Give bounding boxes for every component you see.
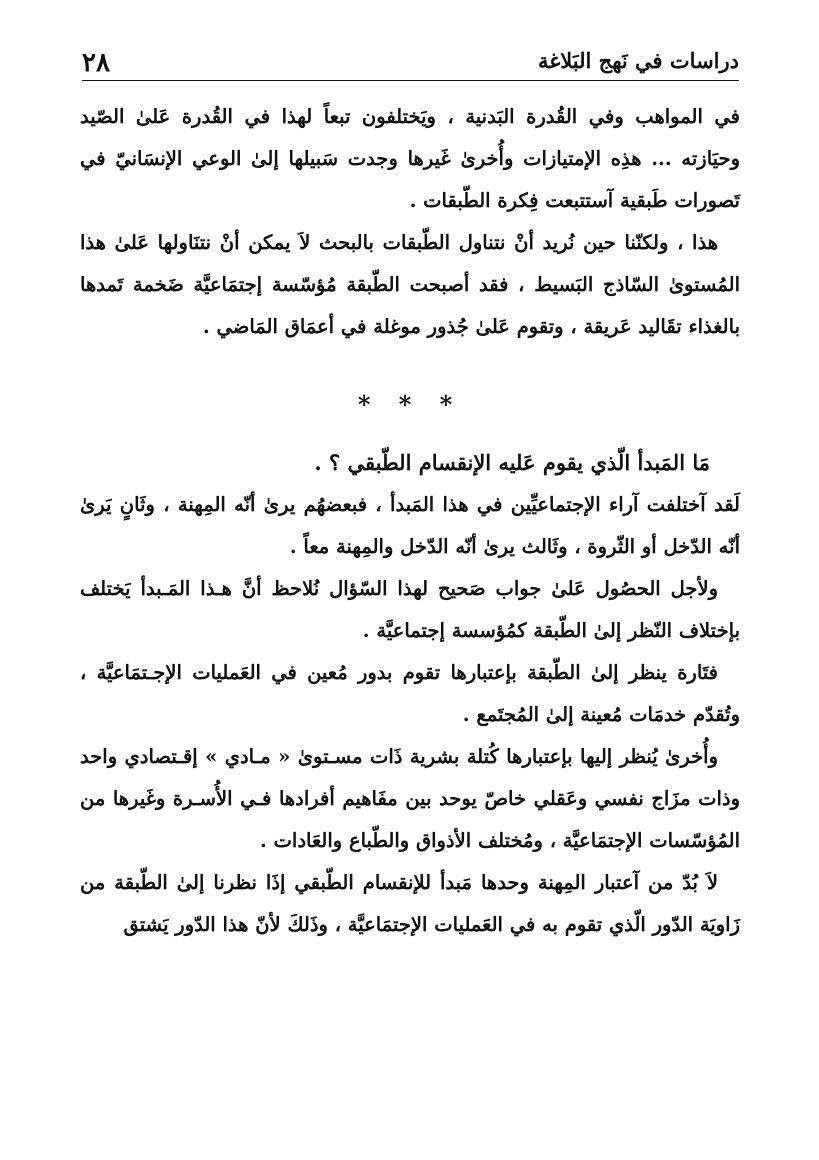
page-header [82,46,739,86]
page-number: ٢٨ [82,48,110,78]
header-divider [82,80,739,81]
running-title: دراسات في نَهج البَلاغة [538,48,739,73]
body-text [80,96,740,946]
section-separator: * * * [357,390,463,419]
paragraph: فتَارة ينظر إلىٰ الطّبقة بإعتبارها تقوم بدور مُعين في العَمليات الإجـتمَاعيَّة ، وتُقدّم خدمَات مُعينة إلىٰ المُجتَمع . [80,661,740,726]
paragraph: وأُخرىٰ يُنظر إليها بإعتبارها كُتلة بشرية ذَات مسـتوىٰ « مـادي » إقـتصادي واحد وذات مزَاج نفسي وعَقلي خاصّ يوحد بين مفَاهيم أفرادها فـي الأُسـرة وغَيرها من المُؤسّسات الإجتمَاعيَّة ، ومُختلف الأذواق والطّباع والعَادات . [80,745,740,852]
section-question-heading: مَا المَبدأ الّذي يقوم عَليه الإنقسام الطّبقي ؟ . [314,450,710,475]
paragraph: لَقد آختلفت آراء الإجتماعيِّين في هذا المَبدأ ، فبعضهُم يرىٰ أنّه المِهنة ، وثَانٍ يَرىٰ أنّه الدّخل أو الثّروة ، وثَالث يرىٰ أنّه الدّخل والمِهنة معاً . [80,493,740,558]
paragraph-continuation: في المواهب وفي القُدرة البَدنية ، ويَختلفون تبعاً لهذا في القُدرة عَلىٰ الصّيد وحيَازته ... هذِه الإمتيازات وأُخرىٰ غَيرها وجدت سَبيلها إلىٰ الوعي الإنسَانيّ في تَصورات طَبقية آستتبعت فِكرة الطّبقات . [80,105,740,212]
paragraph: ولأجل الحصُول عَلىٰ جواب صَحيح لهذا السّؤال نُلاحظ أنَّ هـذا المَـبدأ يَختلف بإختلاف النّظر إلىٰ الطّبقة كمُؤسسة إجتماعيَّة . [80,577,740,642]
paragraph: هذا ، ولكنّنا حين نُريد أنْ نتناول الطّبقات بالبحث لاَ يمكن أنْ نتنَاولها عَلىٰ هذا المُستوىٰ السّاذج البَسيط ، فقد أصبحت الطّبقة مُؤسّسة إجتمَاعيَّة ضَخمة تَمدها بالغذاء تقَاليد عَريقة ، وتقوم عَلىٰ جُذور موغلة في أعمَاق المَاضي . [80,231,740,338]
paragraph: لاَ بُدّ من آعتبار المِهنة وحدها مَبدأ للإنقسام الطّبقي إذَا نظرنا إلىٰ الطّبقة من زَاويَة الدّور الّذي تقوم به في العَمليات الإجتمَاعيَّة ، وذَلكَ لأنّ هذا الدّور يَشتق [80,871,740,936]
